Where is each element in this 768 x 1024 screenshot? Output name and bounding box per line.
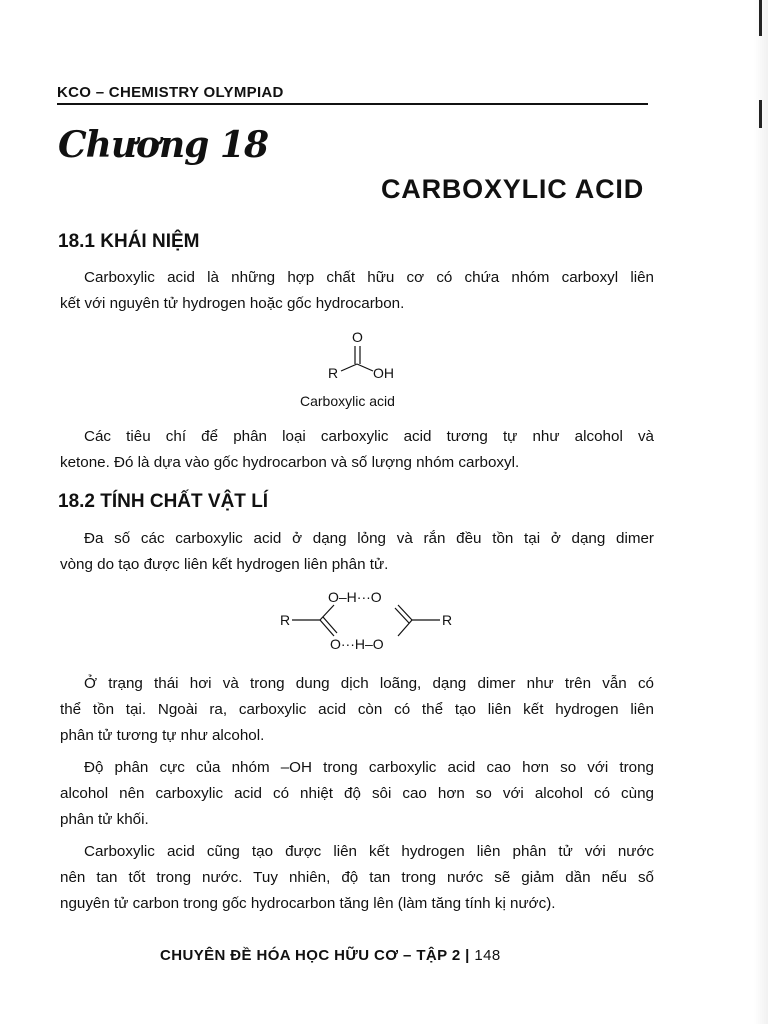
chapter-label: Chương 18 <box>58 124 268 166</box>
paragraph <box>60 671 654 749</box>
scan-edge-shadow <box>754 0 768 1024</box>
text-line: alcohol nên carboxylic acid có nhiệt độ sôi cao hơn so với alcohol có cùng <box>60 785 654 802</box>
structure-atom-label: R <box>280 612 291 628</box>
carboxylic-acid-structure <box>318 326 418 386</box>
text-line: kết với nguyên tử hydrogen hoặc gốc hydrocarbon. <box>60 295 405 312</box>
running-header: KCO – CHEMISTRY OLYMPIAD <box>57 84 284 101</box>
paragraph <box>60 526 654 578</box>
text-line: Carboxylic acid là những hợp chất hữu cơ có chứa nhóm carboxyl liên <box>84 269 654 286</box>
footer-separator: | <box>465 947 470 964</box>
text-line: Độ phân cực của nhóm –OH trong carboxylic acid cao hơn so với trong <box>84 759 654 776</box>
text-line: Ở trạng thái hơi và trong dung dịch loãng, dạng dimer như trên vẫn có <box>84 675 654 692</box>
structure-atom-label: O <box>352 329 363 345</box>
page-number: 148 <box>474 947 501 964</box>
paragraph <box>60 755 654 833</box>
section-heading-1: 18.1 KHÁI NIỆM <box>58 231 200 252</box>
carboxylic-acid-dimer-structure <box>276 584 466 654</box>
text-line: phân tử tương tự như alcohol. <box>60 727 265 744</box>
chapter-title: CARBOXYLIC ACID <box>380 174 644 204</box>
section-heading-2: 18.2 TÍNH CHẤT VẬT LÍ <box>58 491 269 512</box>
hydrogen-bond-label: O–H···O <box>328 589 382 605</box>
text-line: phân tử khối. <box>60 811 149 828</box>
header-rule <box>57 103 648 105</box>
structure-atom-label: R <box>442 612 453 628</box>
text-line: vòng do tạo được liên kết hydrogen liên phân tử. <box>60 556 389 573</box>
text-line: nên tan tốt trong nước. Tuy nhiên, độ tan trong nước sẽ giảm dần nếu số <box>60 869 654 886</box>
text-line: thể tồn tại. Ngoài ra, carboxylic acid còn có thể tạo liên kết hydrogen liên <box>60 701 654 718</box>
scan-artifact-mark <box>759 0 762 36</box>
hydrogen-bond-label: O···H–O <box>330 636 384 652</box>
text-line: nguyên tử carbon trong gốc hydrocarbon tăng lên (làm tăng tính kị nước). <box>60 895 556 912</box>
text-line: Các tiêu chí để phân loại carboxylic acid tương tự như alcohol và <box>84 428 654 445</box>
paragraph <box>60 424 654 476</box>
scan-artifact-mark <box>759 100 762 128</box>
text-line: Carboxylic acid cũng tạo được liên kết hydrogen liên phân tử với nước <box>84 843 654 860</box>
paragraph <box>60 265 654 317</box>
structure-atom-label: R <box>328 365 339 381</box>
page-footer <box>160 947 501 964</box>
text-line: ketone. Đó là dựa vào gốc hydrocarbon và số lượng nhóm carboxyl. <box>60 454 520 471</box>
paragraph <box>60 839 654 917</box>
text-line: Đa số các carboxylic acid ở dạng lỏng và rắn đều tồn tại ở dạng dimer <box>84 530 654 547</box>
figure-caption: Carboxylic acid <box>300 393 395 409</box>
structure-atom-label: OH <box>373 365 394 381</box>
book-title: CHUYÊN ĐỀ HÓA HỌC HỮU CƠ – TẬP 2 <box>160 947 461 964</box>
